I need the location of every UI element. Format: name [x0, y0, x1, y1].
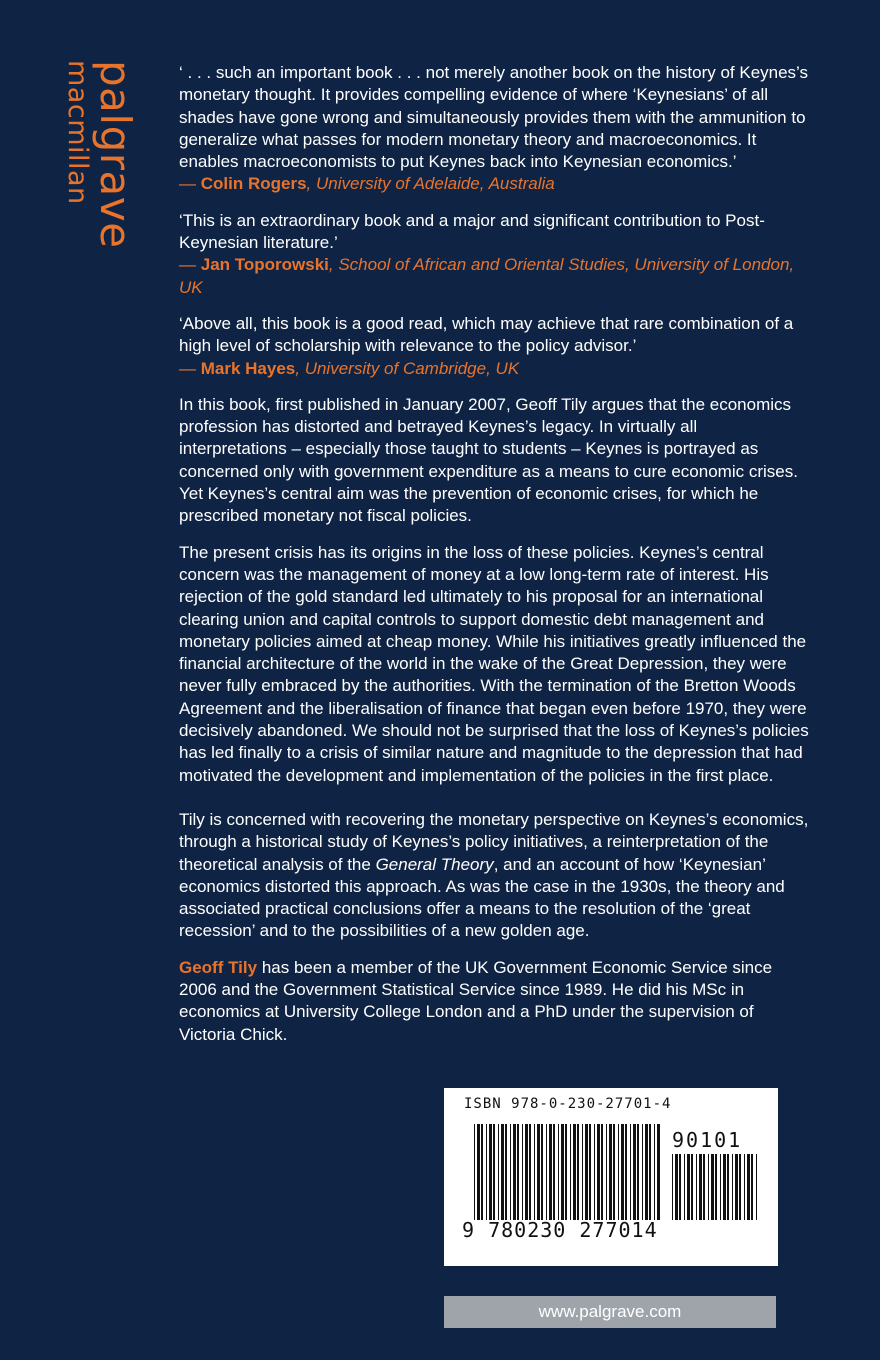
barcode-bar	[723, 1154, 726, 1220]
isbn-barcode	[444, 1088, 778, 1266]
barcode-bar	[529, 1124, 531, 1220]
barcode-bar	[585, 1124, 588, 1220]
reviewer-name: Mark Hayes	[200, 358, 296, 378]
barcode-bar	[703, 1154, 705, 1220]
barcode-bar	[747, 1154, 750, 1220]
barcode-bar	[601, 1124, 603, 1220]
barcode-bar	[525, 1124, 528, 1220]
barcode-bar	[625, 1124, 627, 1220]
quote-attribution: — Colin Rogers, University of Adelaide, Australia	[179, 174, 555, 194]
ean-barcode-bars	[474, 1124, 660, 1224]
barcode-bar	[534, 1124, 535, 1220]
palgrave-macmillan-logo	[56, 60, 140, 260]
website-url: www.palgrave.com	[444, 1296, 776, 1328]
barcode-bar	[739, 1154, 741, 1220]
author-name: Geoff Tily	[179, 957, 258, 977]
barcode-bar	[505, 1124, 507, 1220]
barcode-bar	[477, 1124, 480, 1220]
barcode-bar	[708, 1154, 709, 1220]
price-code: 90101	[672, 1128, 743, 1152]
barcode-bar	[679, 1154, 681, 1220]
barcode-bar	[744, 1154, 745, 1220]
barcode-bar	[720, 1154, 721, 1220]
review-quote-2	[179, 210, 809, 299]
logo-line-1: palgrave	[91, 60, 140, 249]
barcode-bar	[493, 1124, 495, 1220]
author-bio: Geoff Tily has been a member of the UK Government Economic Service since 2006 and the Government Statistical Service since 1989. He did his MSc in economics at University College London and a PhD under the supervision of Victoria Chick.	[179, 957, 773, 1044]
barcode-bar	[573, 1124, 576, 1220]
barcode-bar	[672, 1154, 673, 1220]
isbn-label: ISBN 978-0-230-27701-4	[464, 1096, 672, 1112]
barcode-bar	[558, 1124, 559, 1220]
barcode-bar	[645, 1124, 648, 1220]
barcode-bar	[657, 1124, 660, 1220]
barcode-bar	[621, 1124, 624, 1220]
barcode-bar	[711, 1154, 714, 1220]
book-title-reference: General Theory	[375, 854, 494, 874]
barcode-bar	[498, 1124, 499, 1220]
barcode-bar	[549, 1124, 552, 1220]
barcode-bar	[696, 1154, 697, 1220]
barcode-bar	[642, 1124, 643, 1220]
barcode-bar	[474, 1124, 475, 1220]
barcode-bar	[613, 1124, 615, 1220]
barcode-bar	[522, 1124, 523, 1220]
barcode-bar	[489, 1124, 492, 1220]
barcode-bar	[618, 1124, 619, 1220]
quote-text: ‘This is an extraordinary book and a major and significant contribution to Post-Keynesian literature.’	[179, 210, 765, 253]
barcode-bar	[517, 1124, 519, 1220]
barcode-bar	[537, 1124, 540, 1220]
barcode-bar	[570, 1124, 571, 1220]
ean-digits: 9 780230 277014	[462, 1218, 658, 1242]
barcode-bar	[565, 1124, 567, 1220]
barcode-bar	[513, 1124, 516, 1220]
barcode-bar	[756, 1154, 757, 1220]
reviewer-name: Jan Toporowski	[200, 255, 329, 275]
barcode-bar	[486, 1124, 487, 1220]
reviewer-affiliation: , University of Cambridge, UK	[295, 358, 520, 378]
blurb-paragraph-2: The present crisis has its origins in the loss of these policies. Keynes’s central concern was the management of money at a low long-term rate of interest. His rejection of the gold standard led ultimately to his proposal for an international clearing union and capital controls to support domestic debt management and monetary policies aimed at cheap money. While his initiatives greatly influenced the financial architecture of the world in the wake of the Great Depression, they were never fully embraced by the authorities. With the termination of the Bretton Woods Agreement and the liberalisation of finance that began even before 1970, they were decisively abandoned. We should not be surprised that the loss of Keynes’s policies has led finally to a crisis of similar nature and magnitude to the depression that had motivated the development and implementation of the policies in the first place.	[179, 542, 809, 785]
review-quote-1	[179, 62, 809, 196]
back-cover-text	[179, 62, 809, 1060]
barcode-bar	[649, 1124, 651, 1220]
quote-attribution: — Jan Toporowski, School of African and Oriental Studies, University of London, UK	[179, 255, 795, 297]
barcode-bar	[589, 1124, 591, 1220]
barcode-bar	[751, 1154, 753, 1220]
quote-attribution: — Mark Hayes, University of Cambridge, UK	[179, 358, 520, 378]
barcode-bar	[577, 1124, 579, 1220]
barcode-bar	[633, 1124, 636, 1220]
barcode-bar	[687, 1154, 690, 1220]
reviewer-affiliation: , School of African and Oriental Studies, University of London, UK	[179, 255, 795, 297]
barcode-bar	[606, 1124, 607, 1220]
barcode-bar	[727, 1154, 729, 1220]
barcode-bar	[561, 1124, 564, 1220]
blurb-paragraph-3: Tily is concerned with recovering the monetary perspective on Keynes’s economics, through a historical study of Keynes’s policy initiatives, a reinterpretation of the theoretical analysis of the General Theory, and an account of how ‘Keynesian’ economics distorted this approach. As was the case in the 1930s, the theory and associated practical conclusions offer a means to the resolution of the ‘great recession’ and to the possibilities of a new golden age.	[179, 809, 809, 941]
barcode-bar	[691, 1154, 693, 1220]
barcode-bar	[553, 1124, 555, 1220]
blurb-paragraph-1: In this book, first published in January 2007, Geoff Tily argues that the economics profession has distorted and betrayed Keynes’s legacy. In virtually all interpretations – especially those taught to students – Keynes is portrayed as concerned only with government expenditure as a means to cure economic crises. Yet Keynes’s central aim was the prevention of economic crises, for which he prescribed monetary not fiscal policies.	[179, 394, 798, 526]
logo-line-2: macmillan	[62, 60, 93, 205]
barcode-bar	[594, 1124, 595, 1220]
barcode-bar	[699, 1154, 702, 1220]
reviewer-name: Colin Rogers	[200, 174, 307, 194]
review-quote-3	[179, 313, 809, 380]
barcode-bar	[481, 1124, 483, 1220]
barcode-bar	[732, 1154, 733, 1220]
barcode-bar	[501, 1124, 504, 1220]
barcode-bar	[546, 1124, 547, 1220]
barcode-bar	[609, 1124, 612, 1220]
barcode-bar	[597, 1124, 600, 1220]
barcode-bar	[630, 1124, 631, 1220]
barcode-bar	[582, 1124, 583, 1220]
barcode-bar	[637, 1124, 639, 1220]
quote-text: ‘Above all, this book is a good read, which may achieve that rare combination of a high level of scholarship with relevance to the policy advisor.’	[179, 313, 794, 356]
quote-text: ‘ . . . such an important book . . . not merely another book on the history of Keynes’s monetary thought. It provides compelling evidence of where ‘Keynesians’ of all shades have gone wrong and simultaneously provides them with the ammunition to generalize what passes for modern monetary theory and macroeconomics. It enables macroeconomists to put Keynes back into Keynesian economics.’	[179, 63, 809, 172]
barcode-bar	[541, 1124, 543, 1220]
barcode-bar	[715, 1154, 717, 1220]
addon-barcode-bars	[672, 1154, 760, 1224]
barcode-bar	[735, 1154, 738, 1220]
barcode-bar	[510, 1124, 511, 1220]
barcode-bar	[675, 1154, 678, 1220]
barcode-bar	[654, 1124, 655, 1220]
barcode-bar	[684, 1154, 685, 1220]
reviewer-affiliation: , University of Adelaide, Australia	[306, 174, 555, 194]
